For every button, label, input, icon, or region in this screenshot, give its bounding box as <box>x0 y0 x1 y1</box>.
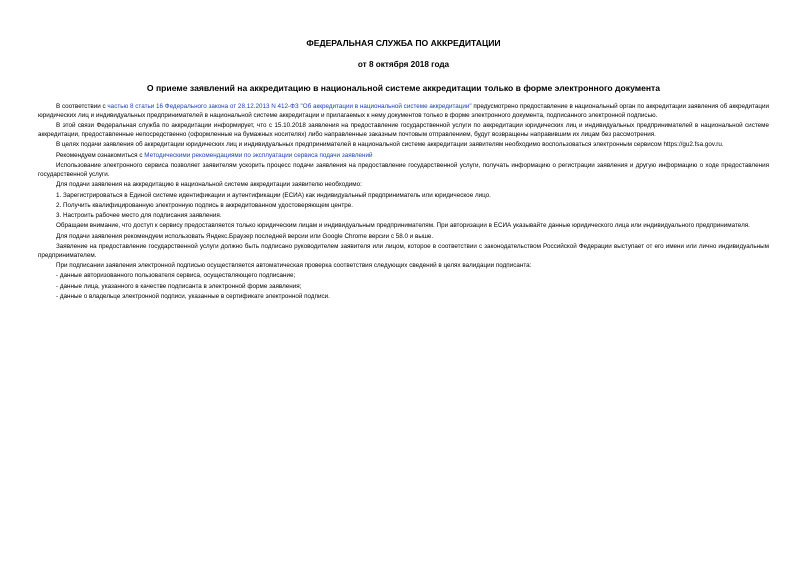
paragraph-requirements-intro: Для подачи заявления на аккредитацию в национальной системе аккредитации заявителю необходимо: <box>56 181 362 189</box>
paragraph-service-benefits: Использование электронного сервиса позволяет заявителям ускорить процесс подачи заявления на предоставление государственной услуги, получать информацию о регистрации заявления и другую информацию о ходе предоставления государственной услуги. <box>38 162 769 178</box>
paragraph-browser-note: Для подачи заявления рекомендуем использовать Яндекс.Браузер последней версии или Google Chrome версии с 58.0 и выше. <box>56 232 434 240</box>
document-body <box>38 103 769 302</box>
paragraph-service: В целях подачи заявления об аккредитации юридических лиц и индивидуальных предпринимателей в национальной системе аккредитации заявителям необходимо воспользоваться электронным сервисом https://gu2.fsa.gov.ru. <box>56 141 724 149</box>
document-date: от 8 октября 2018 года <box>357 60 450 69</box>
list-item-validation-1: - данные авторизованного пользователя сервиса, осуществляющего подписание; <box>56 272 296 280</box>
law-reference-link[interactable]: частью 8 статьи 16 Федерального закона от 28.12.2013 N 412-ФЗ "Об аккредитации в национальной системе аккредитации" <box>107 103 472 110</box>
paragraph-validation-intro: При подписании заявления электронной подписью осуществляется автоматическая проверка соответствия следующих сведений в целях валидации подписанта: <box>56 262 532 270</box>
paragraph-access-note: Обращаем внимание, что доступ к сервису предоставляется только юридическим лицам и индивидуальным предпринимателям. При авторизации в ЕСИА указывайте данные юридического лица или индивидуального предпринимателя. <box>56 222 750 230</box>
paragraph-text: Рекомендуем ознакомиться с <box>56 151 145 159</box>
list-item-step-3: 3. Настроить рабочее место для подписания заявления. <box>56 212 222 220</box>
paragraph-legal-basis <box>38 103 769 121</box>
list-item-validation-2: - данные лица, указанного в качестве подписанта в электронной форме заявления; <box>56 282 302 290</box>
paragraph-signature-requirement: Заявление на предоставление государственной услуги должно быть подписано руководителем заявителя или лицом, которое в соответствии с законодательством Российской Федерации выступает от его имени или лично индивидуальным предпринимателем. <box>38 242 769 259</box>
document-organization: ФЕДЕРАЛЬНАЯ СЛУЖБА ПО АККРЕДИТАЦИИ <box>306 38 501 48</box>
document-title: О приеме заявлений на аккредитацию в национальной системе аккредитации только в форме электронного документа <box>146 83 661 93</box>
list-item-step-2: 2. Получить квалифицированную электронную подпись в аккредитованном удостоверяющем центре. <box>56 201 353 209</box>
paragraph-recommendation <box>38 152 769 161</box>
paragraph-text: В соответствии с <box>56 103 108 110</box>
paragraph-notice: В этой связи Федеральная служба по аккредитации информирует, что с 15.10.2018 заявления на предоставление государственной услуги по аккредитации юридических лиц и индивидуальных предпринимателей в национальной системе аккредитации, предоставленные непосредственно (оформленные на бумажных носителях) либо направленные заказным почтовым отправлением, будут возвращены направившим их лицам без рассмотрения. <box>38 122 769 139</box>
list-item-step-1: 1. Зарегистрироваться в Единой системе идентификации и аутентификации (ЕСИА) как индивидуальный предприниматель или юридическое лицо. <box>56 191 491 199</box>
list-item-validation-3: - данные о владельце электронной подписи, указанные в сертификате электронной подписи. <box>56 293 330 301</box>
paragraph-text: предусмотрено предоставление в национальный орган по аккредитации заявления об аккредитации юридических лиц и индивидуальных предпринимателей в национальной системе аккредитации и прилагаемых к нему документов только в форме электронного документа, подписанного электронной подписью. <box>38 103 769 119</box>
guidelines-link[interactable]: Методическими рекомендациями по эксплуатации сервиса подачи заявлений <box>144 151 373 159</box>
